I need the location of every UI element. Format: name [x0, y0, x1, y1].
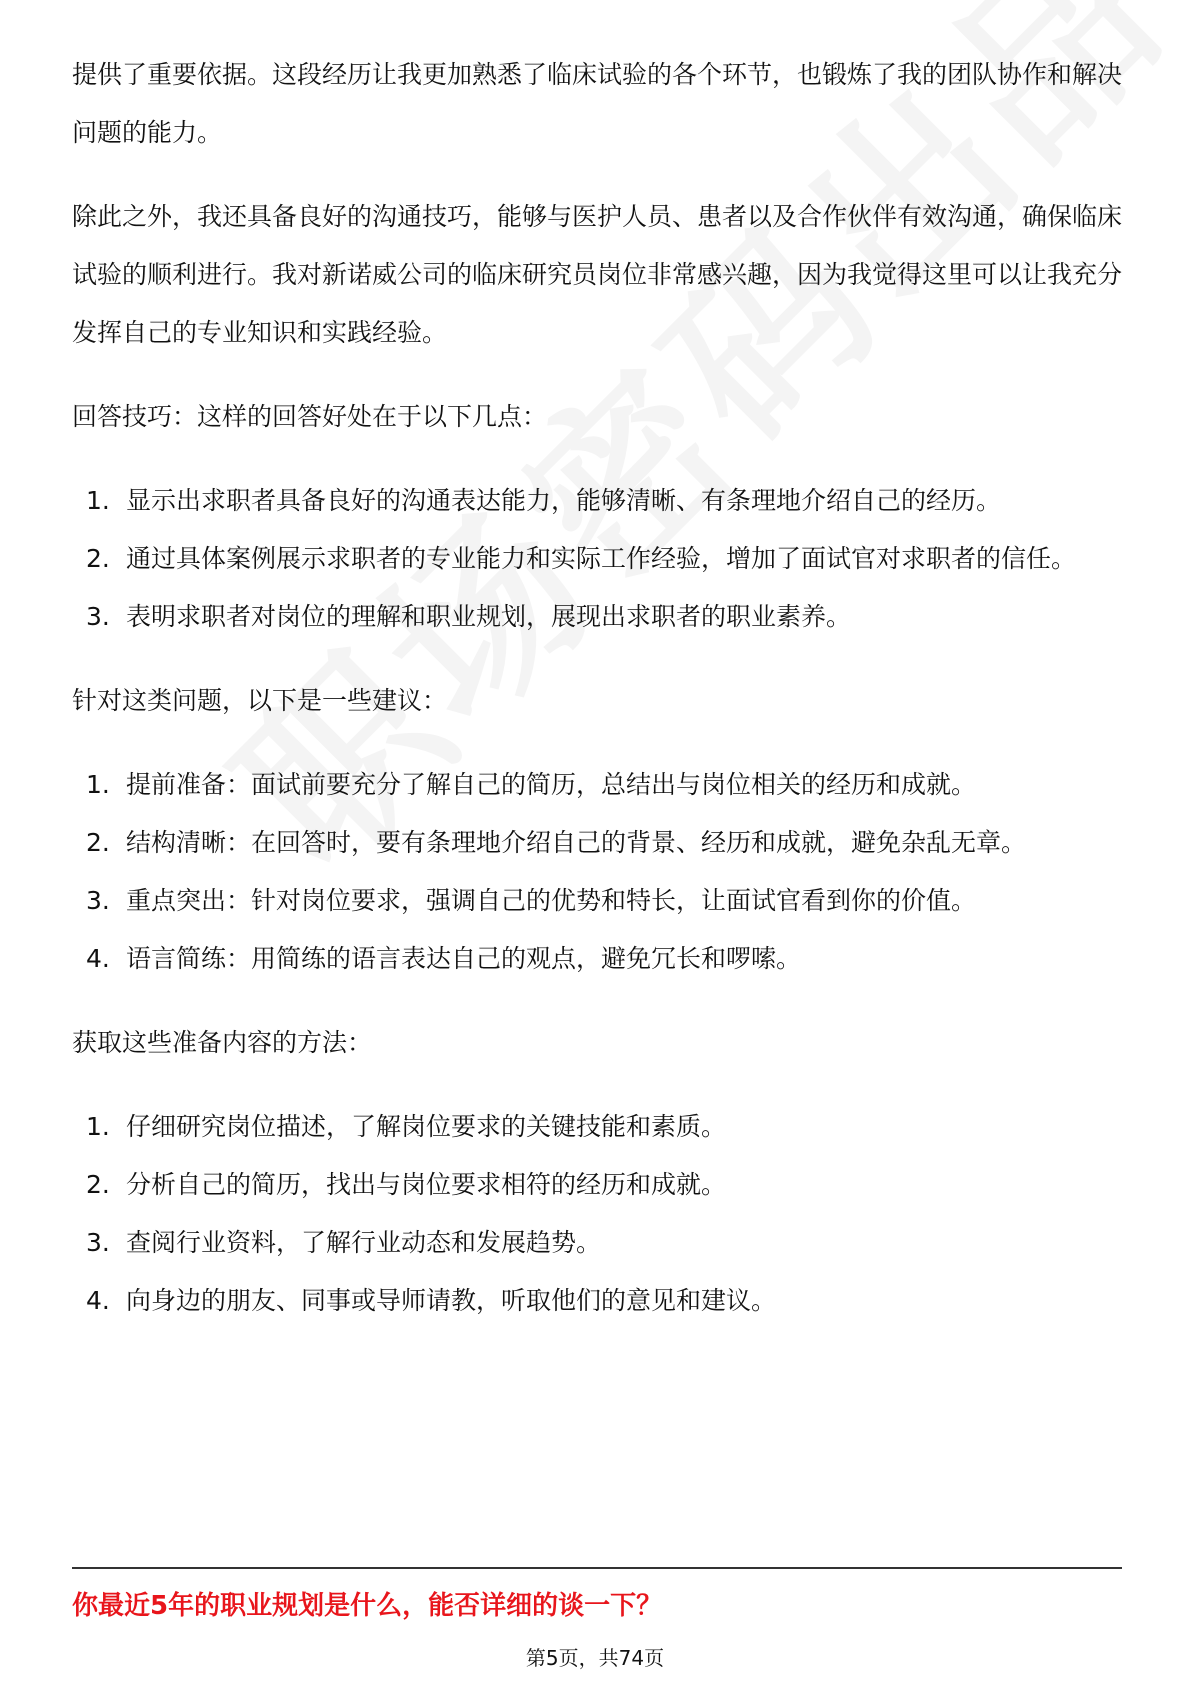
list-item	[72, 530, 1122, 588]
list-item	[72, 1098, 1122, 1156]
advice-heading: 针对这类问题，以下是一些建议：	[72, 686, 448, 715]
footer-divider	[72, 1567, 1122, 1569]
tips-heading: 回答技巧：这样的回答好处在于以下几点：	[72, 402, 548, 431]
paragraph-communication: 除此之外，我还具备良好的沟通技巧，能够与医护人员、患者以及合作伙伴有效沟通，确保临床试验的顺利进行。我对新诺威公司的临床研究员岗位非常感兴趣，因为我觉得这里可以让我充分发挥自己的专业知识和实践经验。	[72, 202, 1123, 347]
list-number: 3.	[86, 886, 110, 915]
list-number: 4.	[86, 944, 110, 973]
list-item-text: 表明求职者对岗位的理解和职业规划，展现出求职者的职业素养。	[126, 602, 852, 631]
document-body	[72, 46, 1122, 1356]
list-number: 4.	[86, 1286, 110, 1315]
next-question-title: 你最近5年的职业规划是什么，能否详细的谈一下？	[72, 1591, 663, 1621]
list-item	[72, 872, 1122, 930]
list-item	[72, 814, 1122, 872]
list-number: 2.	[86, 1170, 110, 1199]
methods-heading: 获取这些准备内容的方法：	[72, 1028, 373, 1057]
tips-list	[72, 472, 1122, 646]
list-item-text: 仔细研究岗位描述，了解岗位要求的关键技能和素质。	[126, 1112, 727, 1141]
list-number: 1.	[86, 770, 110, 799]
list-number: 2.	[86, 544, 110, 573]
list-number: 1.	[86, 1112, 110, 1141]
list-item	[72, 1214, 1122, 1272]
methods-list	[72, 1098, 1122, 1330]
list-item-text: 通过具体案例展示求职者的专业能力和实际工作经验，增加了面试官对求职者的信任。	[126, 544, 1077, 573]
page-number: 第5页，共74页	[525, 1646, 665, 1670]
list-item-text: 结构清晰：在回答时，要有条理地介绍自己的背景、经历和成就，避免杂乱无章。	[126, 828, 1027, 857]
list-item-text: 重点突出：针对岗位要求，强调自己的优势和特长，让面试官看到你的价值。	[126, 886, 977, 915]
list-item	[72, 1156, 1122, 1214]
list-item-text: 向身边的朋友、同事或导师请教，听取他们的意见和建议。	[126, 1286, 777, 1315]
list-item-text: 显示出求职者具备良好的沟通表达能力，能够清晰、有条理地介绍自己的经历。	[126, 486, 1002, 515]
list-item-text: 语言简练：用简练的语言表达自己的观点，避免冗长和啰嗦。	[126, 944, 802, 973]
list-item	[72, 588, 1122, 646]
advice-list	[72, 756, 1122, 988]
list-item	[72, 472, 1122, 530]
list-item	[72, 756, 1122, 814]
list-item-text: 分析自己的简历，找出与岗位要求相符的经历和成就。	[126, 1170, 727, 1199]
list-item	[72, 1272, 1122, 1330]
paragraph-experience: 提供了重要依据。这段经历让我更加熟悉了临床试验的各个环节，也锻炼了我的团队协作和解决问题的能力。	[72, 60, 1123, 147]
list-number: 3.	[86, 602, 110, 631]
list-number: 3.	[86, 1228, 110, 1257]
list-item-text: 提前准备：面试前要充分了解自己的简历，总结出与岗位相关的经历和成就。	[126, 770, 977, 799]
list-item	[72, 930, 1122, 988]
list-number: 1.	[86, 486, 110, 515]
list-item-text: 查阅行业资料，了解行业动态和发展趋势。	[126, 1228, 602, 1257]
list-number: 2.	[86, 828, 110, 857]
